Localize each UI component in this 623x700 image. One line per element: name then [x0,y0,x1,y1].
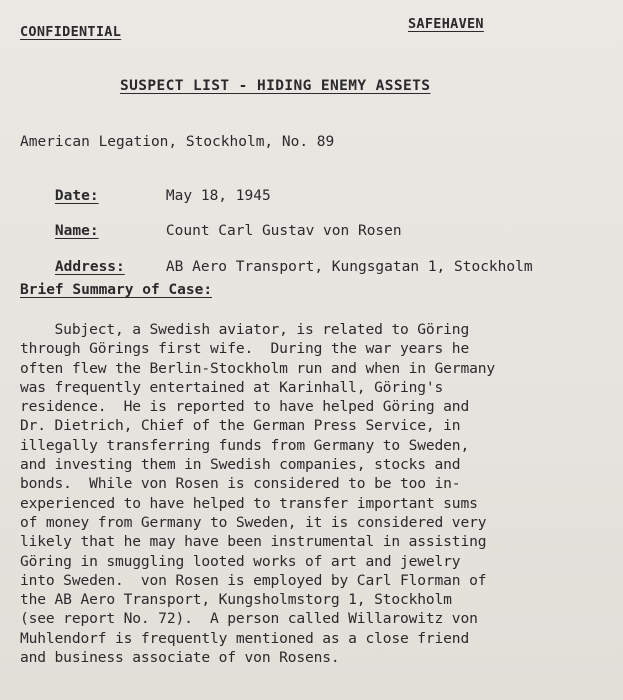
summary-line: residence. He is reported to have helped Göring and [20,398,470,416]
summary-line: Göring in smuggling looted works of art and jewelry [20,552,461,570]
summary-line: of money from Germany to Sweden, it is considered very [20,513,487,531]
summary-line: and business associate of von Rosens. [20,649,340,667]
address-value: AB Aero Transport, Kungsgatan 1, Stockholm [165,259,533,275]
classification-label: CONFIDENTIAL [20,24,122,40]
summary-line: Dr. Dietrich, Chief of the German Press Service, in [20,417,461,435]
summary-line: illegally transferring funds from Germany to Sweden, [20,436,470,454]
summary-line: (see report No. 72). A person called Willarowitz von [20,610,478,628]
name-value: Count Carl Gustav von Rosen [165,223,402,239]
address-label: Address: [54,259,125,275]
date-label: Date: [54,188,99,204]
document-title: SUSPECT LIST - HIDING ENEMY ASSETS [120,78,431,94]
summary-label: Brief Summary of Case: [20,282,213,298]
summary-line: often flew the Berlin-Stockholm run and when in Germany [20,359,495,377]
summary-line: bonds. While von Rosen is considered to be too in- [20,475,461,493]
summary-line: into Sweden. von Rosen is employed by Carl Florman of [20,571,487,589]
origin-line: American Legation, Stockholm, No. 89 [20,134,335,150]
summary-line: likely that he may have been instrumental in assisting [20,533,487,551]
summary-line: the AB Aero Transport, Kungsholmstorg 1, Stockholm [20,591,452,609]
summary-body [20,320,610,667]
date-value: May 18, 1945 [165,188,271,204]
project-label: SAFEHAVEN [408,16,484,32]
summary-line: experienced to have helped to transfer important sums [20,494,478,512]
summary-line: Subject, a Swedish aviator, is related to Göring [20,321,470,338]
summary-line: through Görings first wife. During the war years he [20,340,470,358]
summary-line: was frequently entertained at Karinhall, Göring's [20,378,444,396]
summary-line: and investing them in Swedish companies, stocks and [20,456,461,474]
name-label: Name: [54,223,99,239]
summary-line: Muhlendorf is frequently mentioned as a close friend [20,629,470,647]
